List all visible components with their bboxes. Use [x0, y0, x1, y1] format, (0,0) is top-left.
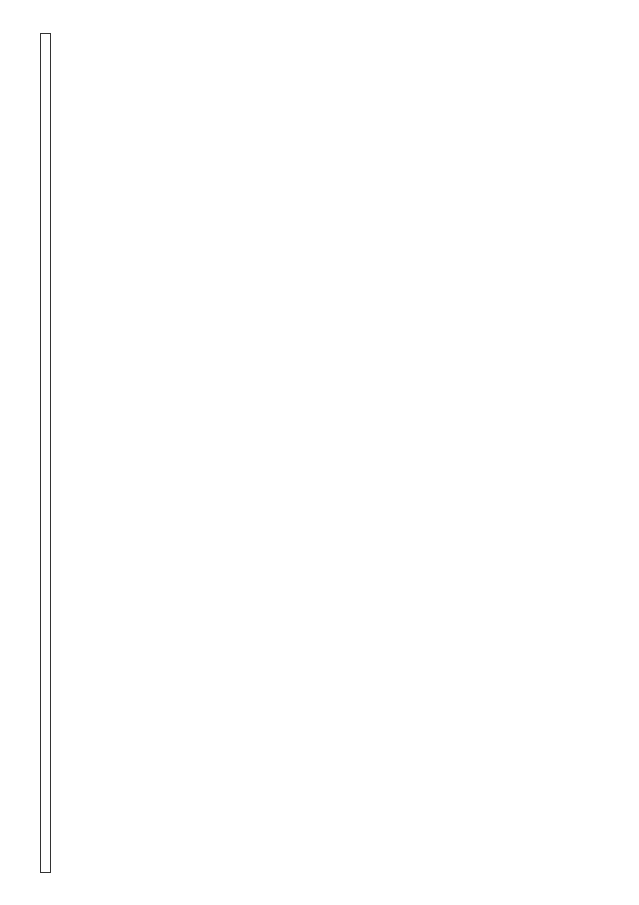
section-header [41, 34, 51, 873]
section-title [41, 34, 51, 873]
repair-schedule-table [40, 33, 51, 873]
